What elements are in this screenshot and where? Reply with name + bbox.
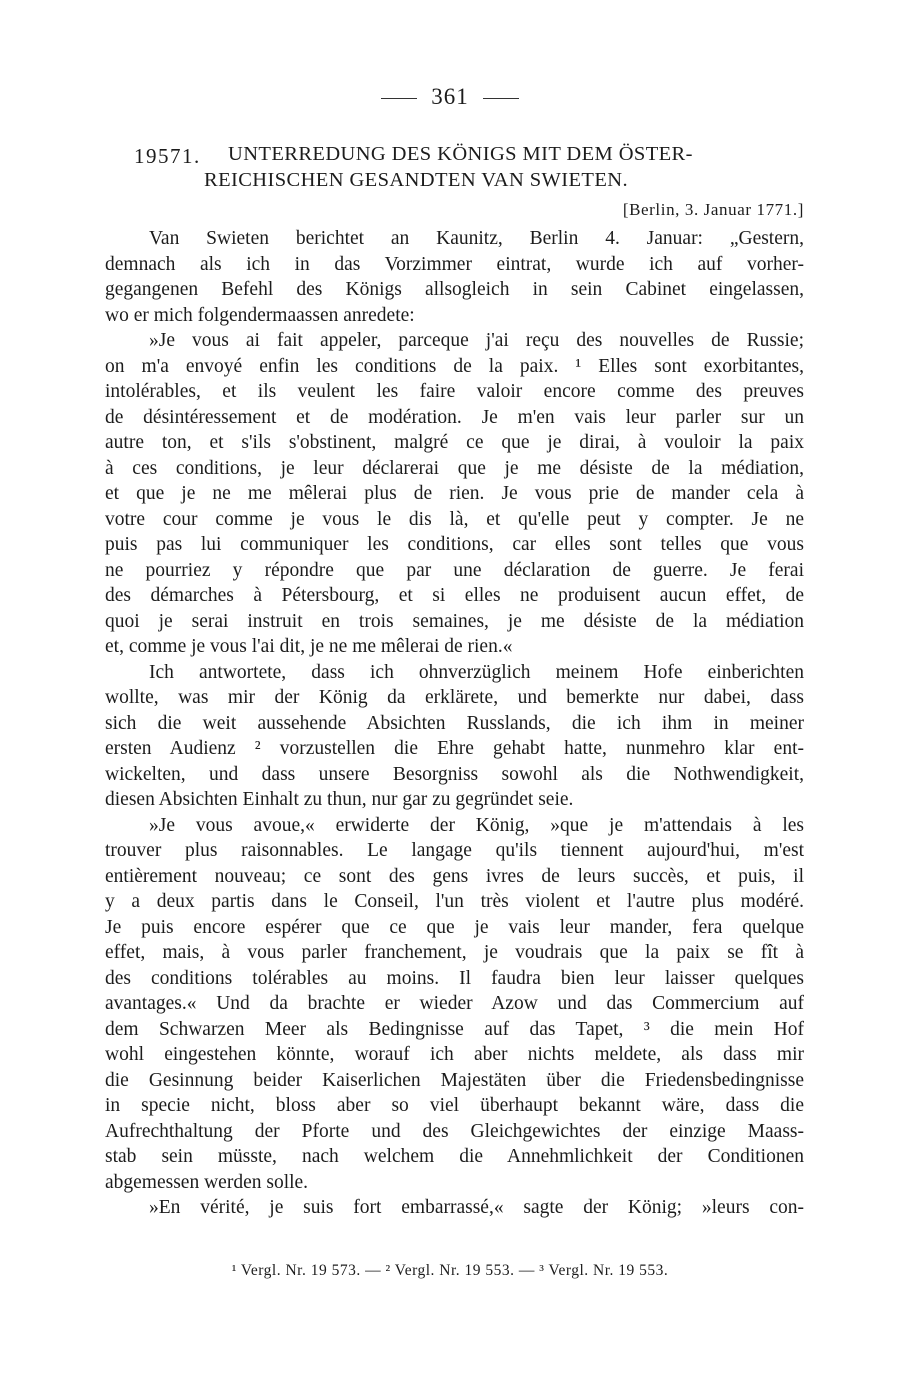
- text-line: Ich antwortete, dass ich ohnverzüglich meinem Hofe einberichten: [149, 661, 804, 683]
- text-line: ersten Audienz ² vorzustellen die Ehre gehabt hatte, nunmehro klar ent-: [105, 738, 804, 759]
- text-line: dem Schwarzen Meer als Bedingnisse auf das Tapet, ³ die mein Hof: [105, 1018, 804, 1040]
- text-line: des conditions tolérables au moins. Il faudra bien leur laisser quelques: [105, 967, 804, 989]
- heading-line-2: REICHISCHEN GESANDTEN VAN SWIETEN.: [204, 169, 628, 191]
- text-line: die Gesinnung beider Kaiserlichen Majestäten über die Friedensbedingnisse: [105, 1069, 804, 1091]
- page-number: [0, 84, 900, 110]
- text-line: stab sein müsste, nach welchem die Annehmlichkeit der Conditionen: [105, 1146, 804, 1167]
- text-line: Aufrechthaltung der Pforte und des Gleichgewichtes der einzige Maass-: [105, 1120, 804, 1142]
- text-line: trouver plus raisonnables. Le langage qu'ils tiennent aujourd'hui, m'est: [105, 840, 804, 861]
- text-line: quoi je serai instruit en trois semaines, je me désiste de la médiation: [105, 610, 804, 632]
- text-line: et que je ne me mêlerai plus de rien. Je vous prie de mander cela à: [105, 483, 804, 504]
- text-line: wo er mich folgendermaassen anredete:: [105, 304, 415, 326]
- text-line: y a deux partis dans le Conseil, l'un très violent et l'autre plus modéré.: [105, 891, 804, 912]
- text-line: Van Swieten berichtet an Kaunitz, Berlin 4. Januar: „Gestern,: [149, 228, 804, 249]
- heading-line-1: UNTERREDUNG DES KÖNIGS MIT DEM ÖSTER-: [228, 143, 693, 165]
- text-line: gegangenen Befehl des Königs allsogleich in sein Cabinet eingelassen,: [105, 279, 804, 300]
- text-line: ne pourriez y répondre que par une déclaration de guerre. Je ferai: [105, 559, 804, 581]
- page-number-rule-left: [381, 98, 417, 99]
- text-line: wohl eingestehen könnte, worauf ich aber nichts meldete, als dass mir: [105, 1044, 804, 1065]
- text-line: autre ton, et s'ils s'obstinent, malgré ce que je dirai, à vouloir la paix: [105, 432, 804, 453]
- document-heading: [104, 141, 804, 193]
- text-line: entièrement nouveau; ce sont des gens ivres de leurs succès, et puis, il: [105, 865, 804, 887]
- text-line: votre cour comme je vous le dis là, et qu'elle peut y compter. Je ne: [105, 508, 804, 530]
- text-line: avantages.« Und da brachte er wieder Azow und das Commercium auf: [105, 993, 804, 1014]
- text-line: intolérables, et ils veulent les faire valoir encore comme des preuves: [105, 381, 804, 402]
- text-line: et, comme je vous l'ai dit, je ne me mêlerai de rien.«: [105, 636, 513, 657]
- text-line: »Je vous ai fait appeler, parceque j'ai reçu des nouvelles de Russie;: [149, 330, 804, 351]
- text-line: wickelten, und dass unsere Besorgniss sowohl als die Nothwendigkeit,: [105, 763, 804, 785]
- text-line: sich die weit aussehende Absichten Russlands, die ich ihm in meiner: [105, 712, 804, 734]
- footnotes: ¹ Vergl. Nr. 19 573. — ² Vergl. Nr. 19 553. — ³ Vergl. Nr. 19 553.: [231, 1262, 669, 1279]
- text-line: puis pas lui communiquer les conditions, car elles sont telles que vous: [105, 534, 804, 555]
- text-line: à ces conditions, je leur déclarerai que je me désiste de la médiation,: [105, 457, 804, 479]
- text-line: de désintéressement et de modération. Je m'en vais leur parler sur un: [105, 406, 804, 428]
- document-number: 19571.: [134, 144, 201, 168]
- dateline: [Berlin, 3. Januar 1771.]: [622, 200, 804, 219]
- text-line: »Je vous avoue,« erwiderte der König, »que je m'attendais à les: [149, 814, 804, 836]
- page-number-text: 361: [431, 84, 469, 109]
- text-line: in specie nicht, bloss aber so viel überhaupt bekannt wäre, dass die: [105, 1095, 804, 1116]
- text-line: effet, mais, à vous parler franchement, je voudrais que la paix se fît à: [105, 942, 804, 963]
- text-line: abgemessen werden solle.: [105, 1171, 309, 1193]
- text-line: Je puis encore espérer que ce que je vais leur mander, fera quelque: [105, 916, 804, 938]
- text-line: on m'a envoyé enfin les conditions de la paix. ¹ Elles sont exorbitantes,: [105, 355, 804, 377]
- text-line: wollte, was mir der König da erklärete, und bemerkte nur dabei, dass: [105, 687, 804, 708]
- page-number-rule-right: [483, 98, 519, 99]
- text-line: des démarches à Pétersbourg, et si elles ne produisent aucun effet, de: [105, 585, 804, 606]
- body-text: [105, 226, 804, 1221]
- text-line: »En vérité, je suis fort embarrassé,« sagte der König; »leurs con-: [149, 1197, 804, 1218]
- text-line: diesen Absichten Einhalt zu thun, nur gar zu gegründet seie.: [105, 789, 574, 810]
- text-line: demnach als ich in das Vorzimmer eintrat, wurde ich auf vorher-: [105, 253, 804, 275]
